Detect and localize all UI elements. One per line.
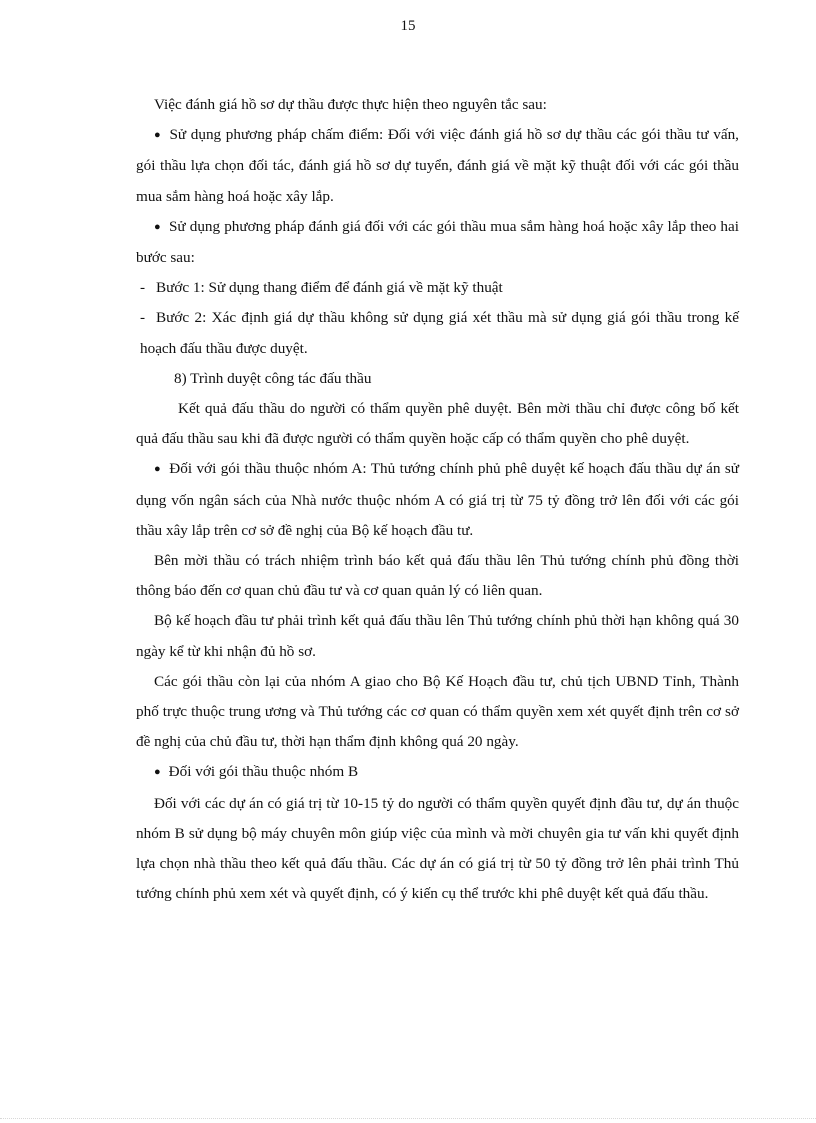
bullet-text: Đối với gói thầu thuộc nhóm B [168,763,359,781]
bullet-item-evaluation-method [136,212,739,273]
dash-icon: - [140,279,146,297]
bullet-item-group-a [136,454,739,546]
report-paragraph: Bên mời thầu có trách nhiệm trình báo kết quả đấu thầu lên Thủ tướng chính phủ đồng thời thông báo đến cơ quan chủ đầu tư và cơ quan quản lý có liên quan. [136,552,739,600]
bullet-item-group-b [136,757,739,788]
step-2-item [136,303,739,363]
bullet-text: Đối với gói thầu thuộc nhóm A: Thủ tướng chính phủ phê duyệt kế hoạch đấu thầu dự án sử dụng vốn ngân sách của Nhà nước thuộc nhóm A có giá trị từ 75 tỷ đồng trở lên đối với các gói thầu xây lắp trên cơ sở đề nghị của Bộ kế hoạch đầu tư. [136,460,739,539]
bullet-text: Sử dụng phương pháp đánh giá đối với các gói thầu mua sắm hàng hoá hoặc xây lắp theo hai bước sau: [136,217,739,267]
deadline-paragraph: Bộ kế hoạch đầu tư phải trình kết quả đấu thầu lên Thủ tướng chính phủ thời hạn không quá 30 ngày kể từ khi nhận đủ hồ sơ. [136,612,739,660]
bullet-item-scoring-method [136,120,739,212]
remaining-packages-paragraph: Các gói thầu còn lại của nhóm A giao cho Bộ Kế Hoạch đầu tư, chủ tịch UBND Tỉnh, Thành phố trực thuộc trung ương và Thủ tướng các cơ quan có thẩm quyền xem xét quyết định trên cơ sở đề nghị của chủ đầu tư, thời hạn thẩm định không quá 20 ngày. [136,672,739,751]
dash-icon: - [140,309,146,327]
page-number: 15 [400,18,416,34]
page-bottom-rule [0,1118,816,1119]
group-b-paragraph: Đối với các dự án có giá trị từ 10-15 tỷ do người có thẩm quyền quyết định đầu tư, dự án thuộc nhóm B sử dụng bộ máy chuyên môn giúp việc của mình và mời chuyên gia tư vấn khi quyết định lựa chọn nhà thầu theo kết quả đấu thầu. Các dự án có giá trị từ 50 tỷ đồng trở lên phải trình Thủ tướng chính phủ xem xét và quyết định, có ý kiến cụ thể trước khi phê duyệt kết quả đấu thầu. [136,794,739,903]
bullet-icon: ● [154,129,162,142]
document-body [136,90,739,909]
step-text: Bước 2: Xác định giá dự thầu không sử dụng giá xét thầu mà sử dụng giá gói thầu trong kế hoạch đấu thầu được duyệt. [140,309,739,357]
section-heading: 8) Trình duyệt công tác đấu thầu [174,369,372,387]
step-1-item [136,273,739,303]
bullet-icon: ● [154,463,162,476]
step-text: Bước 1: Sử dụng thang điểm để đánh giá về mặt kỹ thuật [156,279,503,297]
approval-paragraph: Kết quả đấu thầu do người có thẩm quyền phê duyệt. Bên mời thầu chỉ được công bố kết quả đấu thầu sau khi đã được người có thẩm quyền hoặc cấp có thẩm quyền cho phê duyệt. [136,400,739,448]
bullet-text: Sử dụng phương pháp chấm điểm: Đối với việc đánh giá hồ sơ dự thầu các gói thầu tư vấn, gói thầu lựa chọn đối tác, đánh giá hồ sơ dự tuyển, đánh giá về mặt kỹ thuật đối với các gói thầu mua sắm hàng hoá hoặc xây lắp. [136,126,739,205]
bullet-icon: ● [154,766,161,779]
intro-paragraph: Việc đánh giá hồ sơ dự thầu được thực hiện theo nguyên tắc sau: [154,96,547,113]
bullet-icon: ● [154,220,161,233]
